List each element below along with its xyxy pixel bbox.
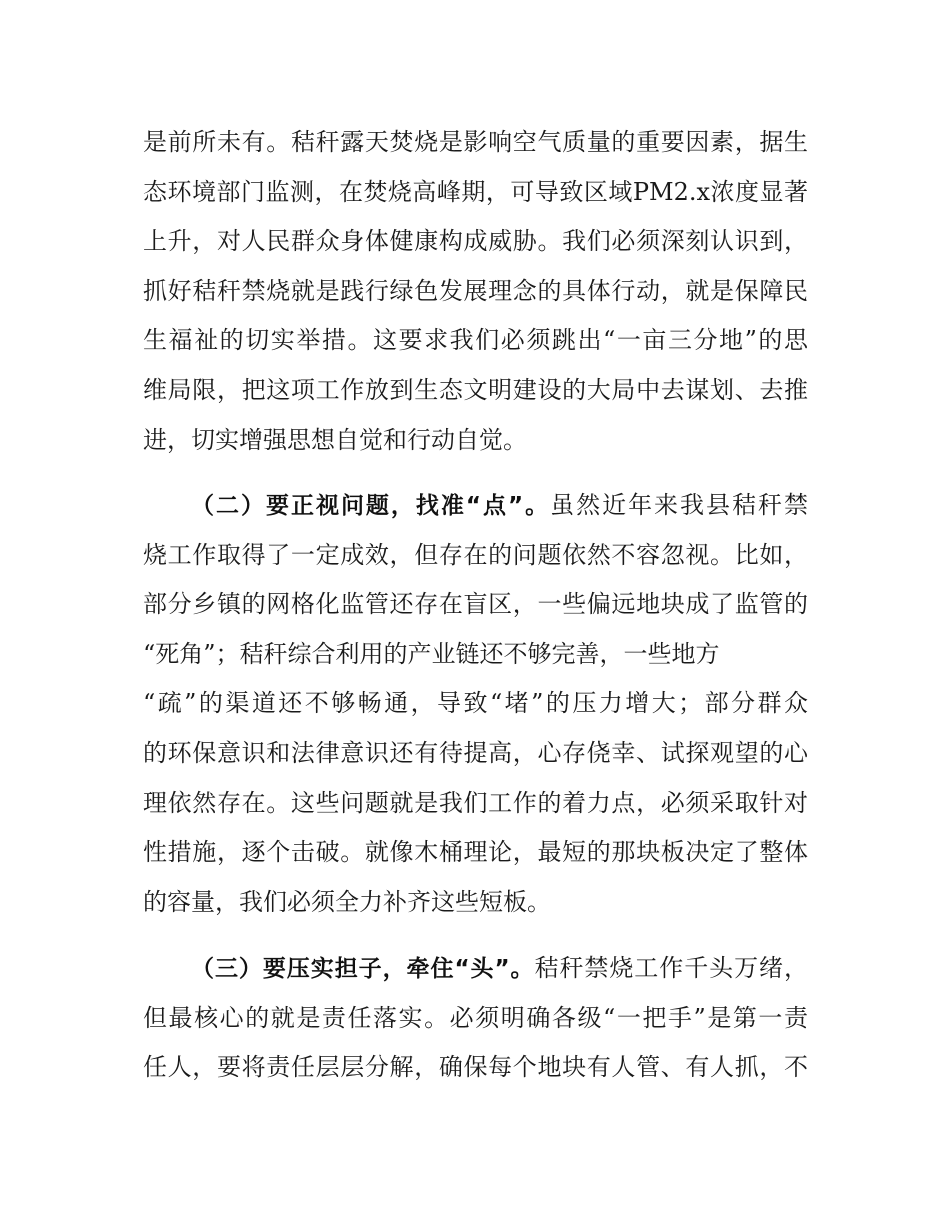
text-line: 维局限，把这项工作放到生态文明建设的大局中去谋划、去推 <box>143 375 808 404</box>
text-line: 但最核心的就是责任落实。必须明确各级“一把手”是第一责 <box>143 1003 808 1032</box>
paragraph-first-line <box>143 481 808 531</box>
text-line: “疏”的渠道还不够畅通，导致“堵”的压力增大；部分群众 <box>143 689 808 718</box>
text-line: 部分乡镇的网格化监管还存在盲区，一些偏远地块成了监管的 <box>143 590 808 619</box>
paragraph-3 <box>143 944 808 1093</box>
section-heading: （三）要压实担子，牵住“头”。 <box>191 956 535 982</box>
heading-continuation: 虽然近年来我县秸秆禁 <box>550 491 809 519</box>
text-line: 是前所未有。秸秆露天焚烧是影响空气质量的重要因素，据生 <box>143 128 808 156</box>
text-line: 态环境部门监测，在焚烧高峰期，可导致区域PM2.x浓度显著 <box>143 177 808 206</box>
paragraph-1 <box>143 118 808 465</box>
text-line: 烧工作取得了一定成效，但存在的问题依然不容忽视。比如， <box>143 540 808 569</box>
text-line: 理依然存在。这些问题就是我们工作的着力点，必须采取针对 <box>143 788 808 817</box>
text-line: 的容量，我们必须全力补齐这些短板。 <box>143 887 551 916</box>
heading-continuation: 秸秆禁烧工作千头万绪， <box>534 954 809 982</box>
text-line: 进，切实增强思想自觉和行动自觉。 <box>143 425 527 454</box>
text-line: 抓好秸秆禁烧就是践行绿色发展理念的具体行动，就是保障民 <box>143 276 808 305</box>
text-line: “死角”；秸秆综合利用的产业链还不够完善，一些地方 <box>143 639 720 668</box>
text-line: 上升，对人民群众身体健康构成威胁。我们必须深刻认识到， <box>143 227 808 256</box>
text-line: 任人，要将责任层层分解，确保每个地块有人管、有人抓，不 <box>143 1053 808 1082</box>
text-line: 性措施，逐个击破。就像木桶理论，最短的那块板决定了整体 <box>143 838 808 867</box>
text-line: 生福祉的切实举措。这要求我们必须跳出“一亩三分地”的思 <box>143 326 808 355</box>
text-line: 的环保意识和法律意识还有待提高，心存侥幸、试探观望的心 <box>143 738 808 767</box>
section-heading: （二）要正视问题，找准“点”。 <box>191 493 551 519</box>
paragraph-2 <box>143 481 808 927</box>
paragraph-first-line <box>143 944 808 994</box>
